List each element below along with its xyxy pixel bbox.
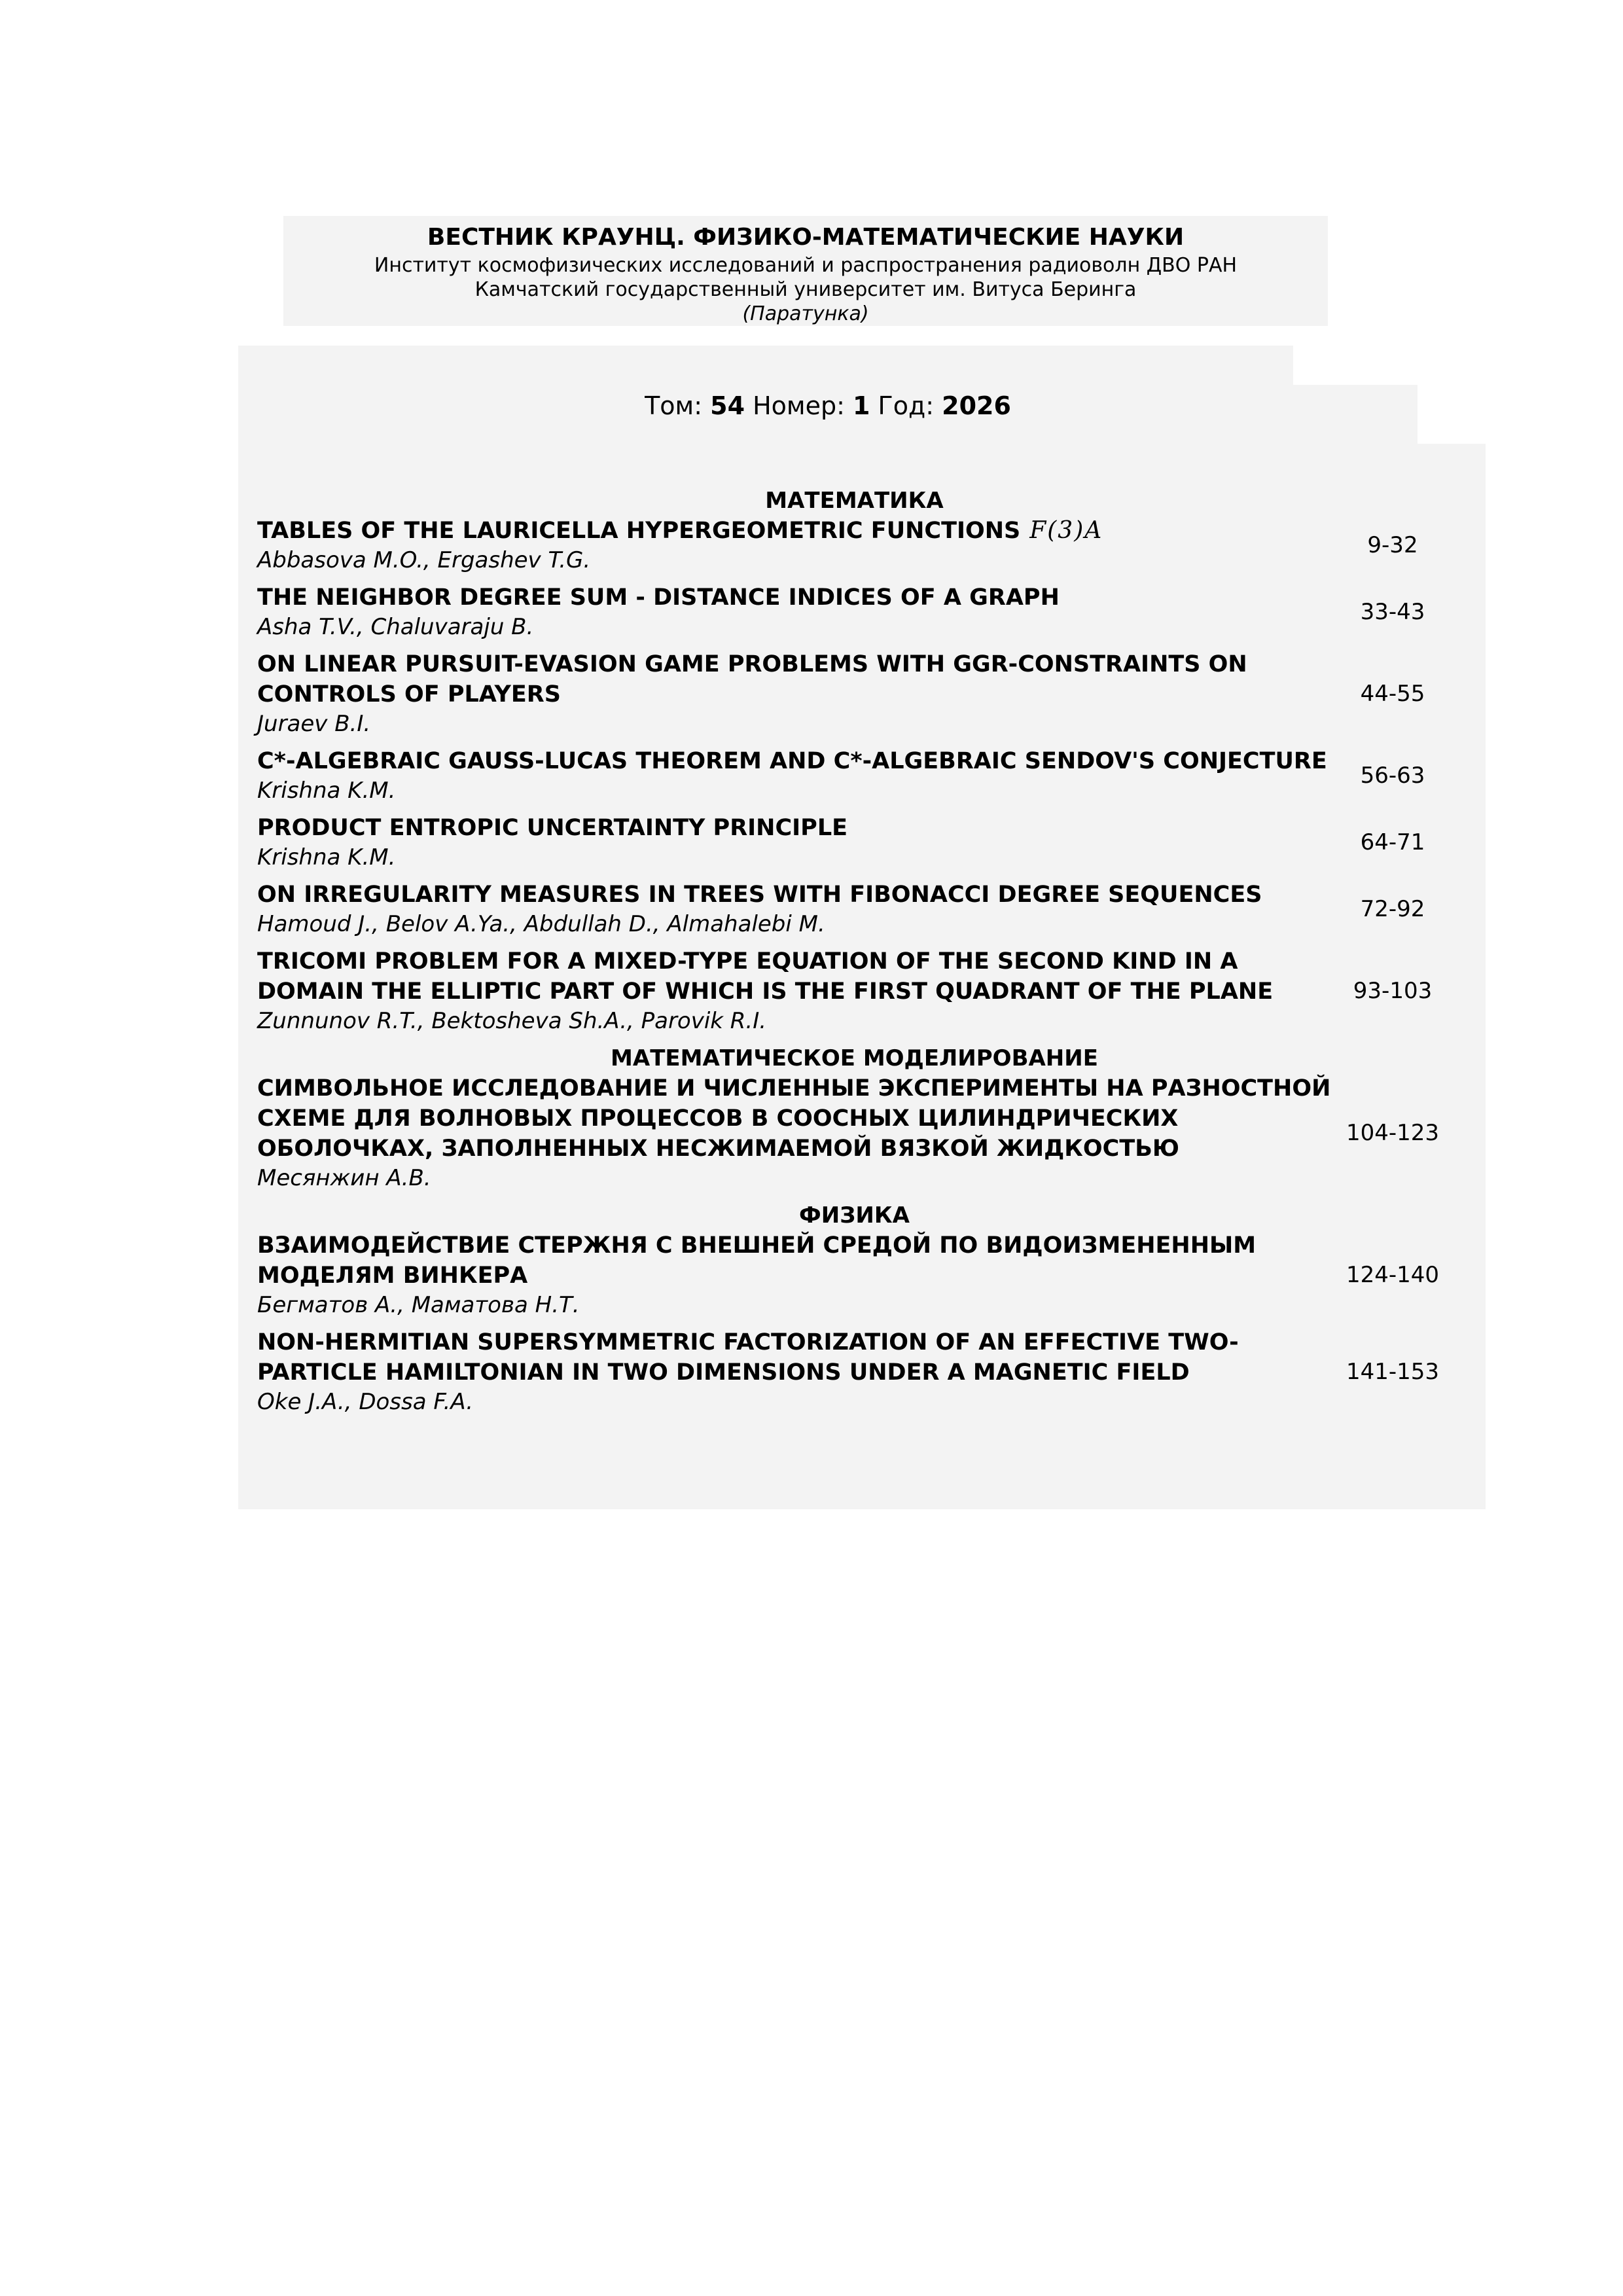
article-pages: 104-123 bbox=[1346, 1120, 1440, 1146]
year-value: 2026 bbox=[942, 391, 1011, 420]
article-pages: 141-153 bbox=[1346, 1359, 1440, 1385]
article-pages: 93-103 bbox=[1353, 978, 1433, 1004]
journal-header bbox=[283, 216, 1328, 326]
article-authors: Abbasova M.O., Ergashev T.G. bbox=[257, 547, 591, 573]
article-authors: Krishna K.M. bbox=[257, 778, 396, 804]
volume-label: Том: bbox=[645, 391, 703, 420]
article-authors: Oke J.A., Dossa F.A. bbox=[257, 1389, 474, 1415]
article-authors: Hamoud J., Belov A.Ya., Abdullah D., Almahalebi M. bbox=[257, 911, 825, 937]
article-title[interactable]: СИМВОЛЬНОЕ ИССЛЕДОВАНИЕ И ЧИСЛЕННЫЕ ЭКСПЕРИМЕНТЫ НА РАЗНОСТНОЙ СХЕМЕ ДЛЯ ВОЛНОВЫХ ПРОЦЕССОВ В СООСНЫХ ЦИЛИНДРИЧЕСКИХ ОБОЛОЧКАХ, ЗАПОЛНЕННЫХ НЕСЖИМАЕМОЙ ВЯЗКОЙ ЖИДКОСТЬЮ bbox=[257, 1075, 1331, 1162]
article-title[interactable]: TRICOMI PROBLEM FOR A MIXED-TYPE EQUATION OF THE SECOND KIND IN A DOMAIN THE ELLIPTIC PART OF WHICH IS THE FIRST QUADRANT OF THE PLANE bbox=[257, 948, 1274, 1005]
article-entry[interactable] bbox=[257, 1230, 1478, 1319]
article-entry[interactable] bbox=[257, 1073, 1478, 1193]
issue-info bbox=[238, 386, 1418, 425]
article-entry[interactable] bbox=[257, 583, 1478, 641]
section-heading-mathematics: МАТЕМАТИКА bbox=[765, 488, 944, 514]
article-entry[interactable] bbox=[257, 649, 1478, 738]
article-title[interactable]: C*-ALGEBRAIC GAUSS-LUCAS THEOREM AND C*-ALGEBRAIC SENDOV'S CONJECTURE bbox=[257, 748, 1327, 774]
location: (Паратунка) bbox=[742, 302, 869, 325]
article-title[interactable]: ON LINEAR PURSUIT-EVASION GAME PROBLEMS WITH GGR-CONSTRAINTS ON CONTROLS OF PLAYERS bbox=[257, 651, 1247, 708]
number-value: 1 bbox=[853, 391, 870, 420]
article-entry[interactable] bbox=[257, 746, 1478, 805]
formula-fa3: F(3)A bbox=[1029, 517, 1103, 544]
article-entry[interactable] bbox=[257, 813, 1478, 872]
volume-value: 54 bbox=[710, 391, 745, 420]
article-pages: 44-55 bbox=[1360, 681, 1425, 707]
institute-name: Институт космофизических исследований и распространения радиоволн ДВО РАН bbox=[374, 254, 1238, 277]
year-label: Год: bbox=[878, 391, 935, 420]
section-heading-physics: ФИЗИКА bbox=[799, 1202, 910, 1229]
article-entry[interactable] bbox=[257, 946, 1478, 1035]
article-title[interactable]: ВЗАИМОДЕЙСТВИЕ СТЕРЖНЯ С ВНЕШНЕЙ СРЕДОЙ ПО ВИДОИЗМЕНЕННЫМ МОДЕЛЯМ ВИНКЕРА bbox=[257, 1232, 1257, 1289]
article-title[interactable]: THE NEIGHBOR DEGREE SUM - DISTANCE INDICES OF A GRAPH bbox=[257, 584, 1060, 611]
article-authors: Zunnunov R.T., Bektosheva Sh.A., Parovik R.I. bbox=[257, 1008, 767, 1034]
article-entry[interactable] bbox=[257, 1327, 1478, 1416]
journal-title: ВЕСТНИК КРАУНЦ. ФИЗИКО-МАТЕМАТИЧЕСКИЕ НАУКИ bbox=[427, 224, 1185, 251]
article-pages: 64-71 bbox=[1360, 829, 1425, 855]
section-heading-mathematical-modeling: МАТЕМАТИЧЕСКОЕ МОДЕЛИРОВАНИЕ bbox=[611, 1045, 1098, 1071]
article-authors: Месянжин А.В. bbox=[257, 1165, 431, 1191]
article-pages: 9-32 bbox=[1367, 532, 1418, 558]
table-of-contents bbox=[257, 486, 1478, 1424]
article-entry[interactable] bbox=[257, 880, 1478, 939]
article-authors: Krishna K.M. bbox=[257, 844, 396, 870]
article-title[interactable]: NON-HERMITIAN SUPERSYMMETRIC FACTORIZATION OF AN EFFECTIVE TWO-PARTICLE HAMILTONIAN IN TWO DIMENSIONS UNDER A MAGNETIC FIELD bbox=[257, 1329, 1239, 1386]
article-title[interactable]: PRODUCT ENTROPIC UNCERTAINTY PRINCIPLE bbox=[257, 815, 848, 841]
article-pages: 124-140 bbox=[1346, 1262, 1440, 1288]
article-authors: Бегматов А., Маматова Н.Т. bbox=[257, 1292, 580, 1318]
article-title[interactable]: ON IRREGULARITY MEASURES IN TREES WITH FIBONACCI DEGREE SEQUENCES bbox=[257, 882, 1262, 908]
article-title[interactable]: TABLES OF THE LAURICELLA HYPERGEOMETRIC FUNCTIONS F(3)A bbox=[257, 517, 1103, 544]
university-name: Камчатский государственный университет им. Витуса Беринга bbox=[474, 278, 1137, 301]
article-pages: 33-43 bbox=[1360, 599, 1425, 625]
article-pages: 56-63 bbox=[1360, 762, 1425, 789]
article-pages: 72-92 bbox=[1360, 896, 1425, 922]
article-authors: Juraev B.I. bbox=[257, 711, 371, 737]
number-label: Номер: bbox=[753, 391, 845, 420]
article-authors: Asha T.V., Chaluvaraju B. bbox=[257, 614, 534, 640]
article-entry[interactable] bbox=[257, 516, 1478, 575]
